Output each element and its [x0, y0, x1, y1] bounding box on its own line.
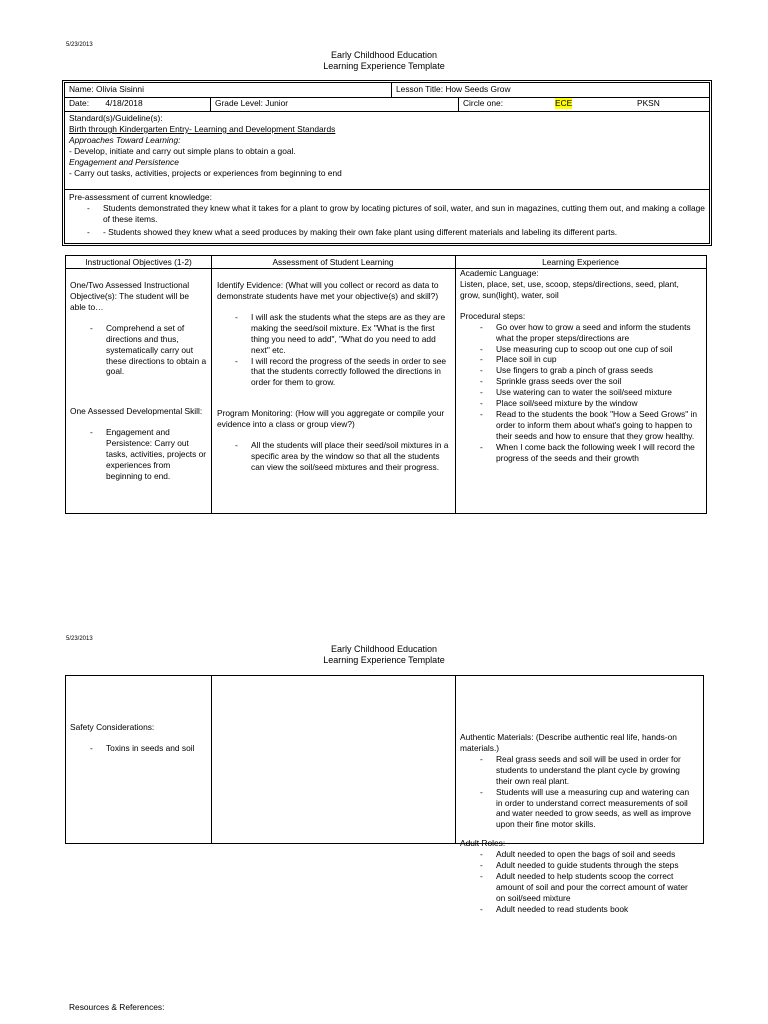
approaches-item: - Develop, initiate and carry out simple plans to obtain a goal.	[69, 145, 296, 156]
preassessment-heading: Pre-assessment of current knowledge:	[69, 192, 212, 202]
grade-level: Grade Level: Junior	[210, 97, 458, 111]
adult-role-item: - Adult needed to read students book	[460, 904, 697, 915]
approaches-heading: Approaches Toward Learning:	[69, 134, 181, 145]
procedural-step: - Place soil/seed mixture by the window	[460, 398, 700, 409]
procedural-step: - Use fingers to grab a pinch of grass seeds	[460, 365, 700, 376]
academic-language-heading: Academic Language:	[460, 268, 539, 278]
monitoring-item: - All the students will place their seed/soil mixtures in a specific area by the window so that all the students can view the soil/seed mixtures and their progress.	[217, 440, 449, 473]
date-stamp-page-2: 5/23/2013	[66, 636, 93, 642]
document-title-page-2	[0, 644, 768, 667]
circle-one-field	[458, 97, 709, 111]
date-label: Date:	[69, 98, 90, 108]
lesson-plan-table	[65, 255, 707, 514]
safety-section	[66, 721, 211, 755]
student-name: Name: Olivia Sisinni	[69, 84, 144, 94]
evidence-intro: Identify Evidence: (What will you collect or record as data to demonstrate students have met your objective(s) and skill?)	[217, 280, 439, 301]
preassessment-item: - - Students showed they knew what a seed produces by making their own fake plant using different materials and labeling its different parts.	[69, 227, 705, 238]
procedural-step: - Sprinkle grass seeds over the soil	[460, 376, 700, 387]
adult-role-item: - Adult needed to guide students through the steps	[460, 860, 697, 871]
preassessment-section	[65, 191, 709, 239]
procedural-step: - Use measuring cup to scoop out one cup of soil	[460, 344, 700, 355]
objectives-intro: One/Two Assessed Instructional Objective(s): The student will be able to…	[70, 280, 190, 312]
assessment-column	[213, 279, 455, 474]
adult-role-item: - Adult needed to help students scoop the correct amount of soil and pour the correct amount of water on soil/seed mixture	[460, 871, 697, 904]
procedural-step: - Read to the students the book "How a Seed Grows" in order to inform them about what's going to happen to their seeds and how to ensure that they grow healthy.	[460, 409, 700, 442]
developmental-skill-item: - Engagement and Persistence: Carry out tasks, activities, projects or experiences from beginning to end.	[70, 427, 207, 482]
standards-heading: Standard(s)/Guideline(s):	[69, 113, 163, 123]
developmental-skill-heading: One Assessed Developmental Skill:	[70, 406, 203, 417]
title-line-2: Learning Experience Template	[323, 655, 445, 666]
standards-section	[65, 112, 709, 180]
title-line-2: Learning Experience Template	[323, 61, 445, 72]
col-header-objectives: Instructional Objectives (1-2)	[85, 257, 192, 267]
title-line-1: Early Childhood Education	[330, 50, 438, 60]
title-line-1: Early Childhood Education	[330, 644, 438, 654]
monitoring-intro: Program Monitoring: (How will you aggregate or compile your evidence into a class or group view?)	[217, 408, 445, 430]
col-header-assessment: Assessment of Student Learning	[272, 257, 394, 267]
lesson-title: Lesson Title: How Seeds Grow	[391, 83, 709, 97]
procedural-step: - Go over how to grow a seed and inform the students what the proper steps/directions are	[460, 322, 700, 344]
procedural-step: - When I come back the following week I will record the progress of the seeds and their growth	[460, 442, 700, 464]
document-title	[0, 50, 768, 73]
adult-roles-heading: Adult Roles:	[460, 838, 506, 849]
materials-section	[456, 731, 703, 916]
col-header-learning: Learning Experience	[542, 257, 619, 267]
adult-role-item: - Adult needed to open the bags of soil and seeds	[460, 849, 697, 860]
procedural-step: - Use watering can to water the soil/seed mixture	[460, 387, 700, 398]
date-stamp: 5/23/2013	[66, 42, 93, 48]
evidence-item: - I will record the progress of the seeds in order to see that the students correctly followed the directions in order for them to grow.	[217, 356, 449, 389]
option-ece: ECE	[555, 98, 573, 108]
evidence-item: - I will ask the students what the steps are as they are making the seed/soil mixture. Ex "What is the first thing you need to add", "What do you need to add next" etc.	[217, 312, 449, 356]
procedural-steps-heading: Procedural steps:	[460, 310, 526, 321]
procedural-step: - Place soil in cup	[460, 354, 700, 365]
circle-one-label: Circle one:	[463, 98, 504, 108]
date-field	[65, 97, 210, 111]
objective-item: - Comprehend a set of directions and thus, systematically carry out these directions to obtain a goal.	[70, 323, 207, 378]
preassessment-item: - Students demonstrated they knew what it takes for a plant to grow by locating pictures of soil, water, and sun in magazines, cutting them out, and making a collage of these items.	[69, 203, 705, 225]
resources-heading: Resources & References:	[69, 1002, 165, 1012]
academic-language-text: Listen, place, set, use, scoop, steps/directions, seed, plant, grow, sun(light), water, soil	[460, 278, 679, 300]
standards-subheading: Birth through Kindergarten Entry- Learning and Development Standards	[69, 123, 336, 134]
engagement-item: - Carry out tasks, activities, projects or experiences from beginning to end	[69, 167, 342, 178]
lesson-header-box	[62, 80, 712, 246]
engagement-heading: Engagement and Persistence	[69, 156, 179, 167]
safety-item: - Toxins in seeds and soil	[70, 743, 207, 754]
materials-heading: Authentic Materials: (Describe authentic real life, hands-on materials.)	[460, 732, 677, 753]
option-pksn: PKSN	[637, 98, 660, 108]
learning-column	[456, 267, 706, 465]
date-value: 4/18/2018	[105, 98, 143, 108]
objectives-column	[66, 279, 211, 483]
materials-item: - Real grass seeds and soil will be used in order for students to understand the plant cycle by growing their own real plant.	[460, 754, 697, 787]
safety-heading: Safety Considerations:	[70, 722, 155, 732]
materials-item: - Students will use a measuring cup and watering can in order to understand correct measurements of soil and water needed to grow seeds, as well as improve upon their fine motor skills.	[460, 787, 697, 831]
materials-table	[65, 675, 704, 914]
